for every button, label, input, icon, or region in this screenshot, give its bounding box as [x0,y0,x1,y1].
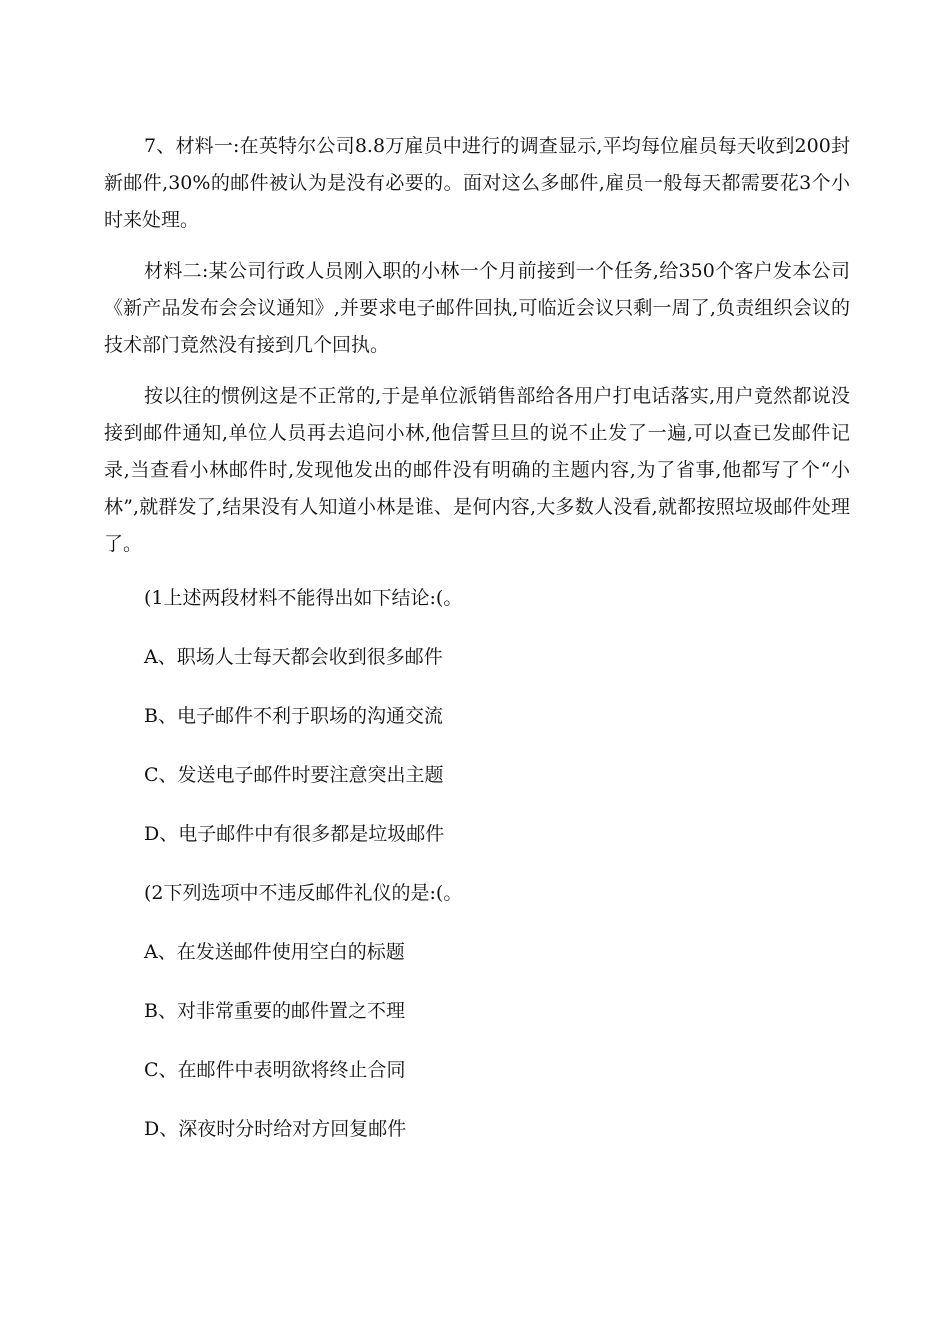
question-2-option-a: A、在发送邮件使用空白的标题 [144,941,405,963]
question-2-option-d: D、深夜时分时给对方回复邮件 [144,1118,407,1140]
paragraph-material-two: 材料二:某公司行政人员刚入职的小林一个月前接到一个任务,给350个客户发本公司《新产品发布会会议通知》,并要求电子邮件回执,可临近会议只剩一周了,负责组织会议的技术部门竟然没有接到几个回执。 [104,260,850,356]
question-1-option-b: B、电子邮件不利于职场的沟通交流 [144,705,443,727]
document-page [104,128,850,1144]
question-2-option-b: B、对非常重要的邮件置之不理 [144,1000,405,1022]
question-1-option-d: D、电子邮件中有很多都是垃圾邮件 [144,823,445,845]
paragraph-material-two-continued: 按以往的惯例这是不正常的,于是单位派销售部给各用户打电话落实,用户竟然都说没接到邮件通知,单位人员再去追问小林,他信誓旦旦的说不止发了一遍,可以查已发邮件记录,当查看小林邮件时,发现他发出的邮件没有明确的主题内容,为了省事,他都写了个“小林”,就群发了,结果没有人知道小林是谁、是何内容,大多数人没看,就都按照垃圾邮件处理了。 [104,385,850,555]
question-2-option-c: C、在邮件中表明欲将终止合同 [144,1059,406,1081]
question-1-option-c: C、发送电子邮件时要注意突出主题 [144,764,444,786]
question-2-stem: (2下列选项中不违反邮件礼仪的是:(。 [144,882,463,904]
question-1-stem: (1上述两段材料不能得出如下结论:(。 [144,587,463,609]
paragraph-material-one: 7、材料一:在英特尔公司8.8万雇员中进行的调查显示,平均每位雇员每天收到200封新邮件,30%的邮件被认为是没有必要的。面对这么多邮件,雇员一般每天都需要花3个小时来处理。 [104,135,850,231]
question-1-option-a: A、职场人士每天都会收到很多邮件 [144,646,443,668]
